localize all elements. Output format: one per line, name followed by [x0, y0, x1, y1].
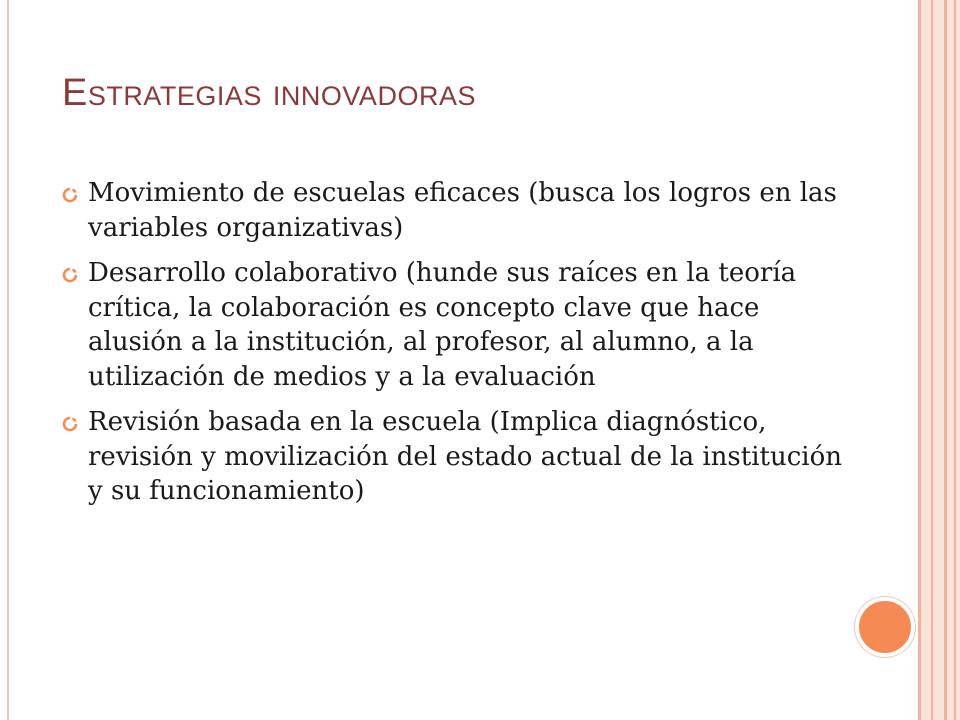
right-stripe — [931, 0, 933, 720]
bullet-item — [62, 256, 842, 394]
decorative-circle — [855, 597, 915, 657]
right-stripe — [954, 0, 956, 720]
orange-ring-bullet-icon — [62, 416, 78, 432]
bullet-item — [62, 176, 842, 245]
bullet-text: Desarrollo colaborativo (hunde sus raíces en la teoría crítica, la colaboración es concepto clave que hace alusión a la institución, al profesor, al alumno, a la utilización de medios y a la evaluación — [88, 258, 797, 392]
right-stripe — [918, 0, 921, 720]
bullet-list — [62, 176, 842, 520]
bullet-text: Movimiento de escuelas eficaces (busca los logros en las variables organizativas) — [88, 178, 837, 243]
orange-ring-bullet-icon — [62, 187, 78, 203]
slide-title: Estrategias innovadoras — [62, 72, 476, 114]
right-stripe — [944, 0, 947, 720]
orange-ring-bullet-icon — [62, 267, 78, 283]
bullet-text: Revisión basada en la escuela (Implica diagnóstico, revisión y movilización del estado actual de la institución y su funcionamiento) — [88, 407, 842, 506]
left-border-line — [7, 0, 9, 720]
bullet-item — [62, 405, 842, 509]
